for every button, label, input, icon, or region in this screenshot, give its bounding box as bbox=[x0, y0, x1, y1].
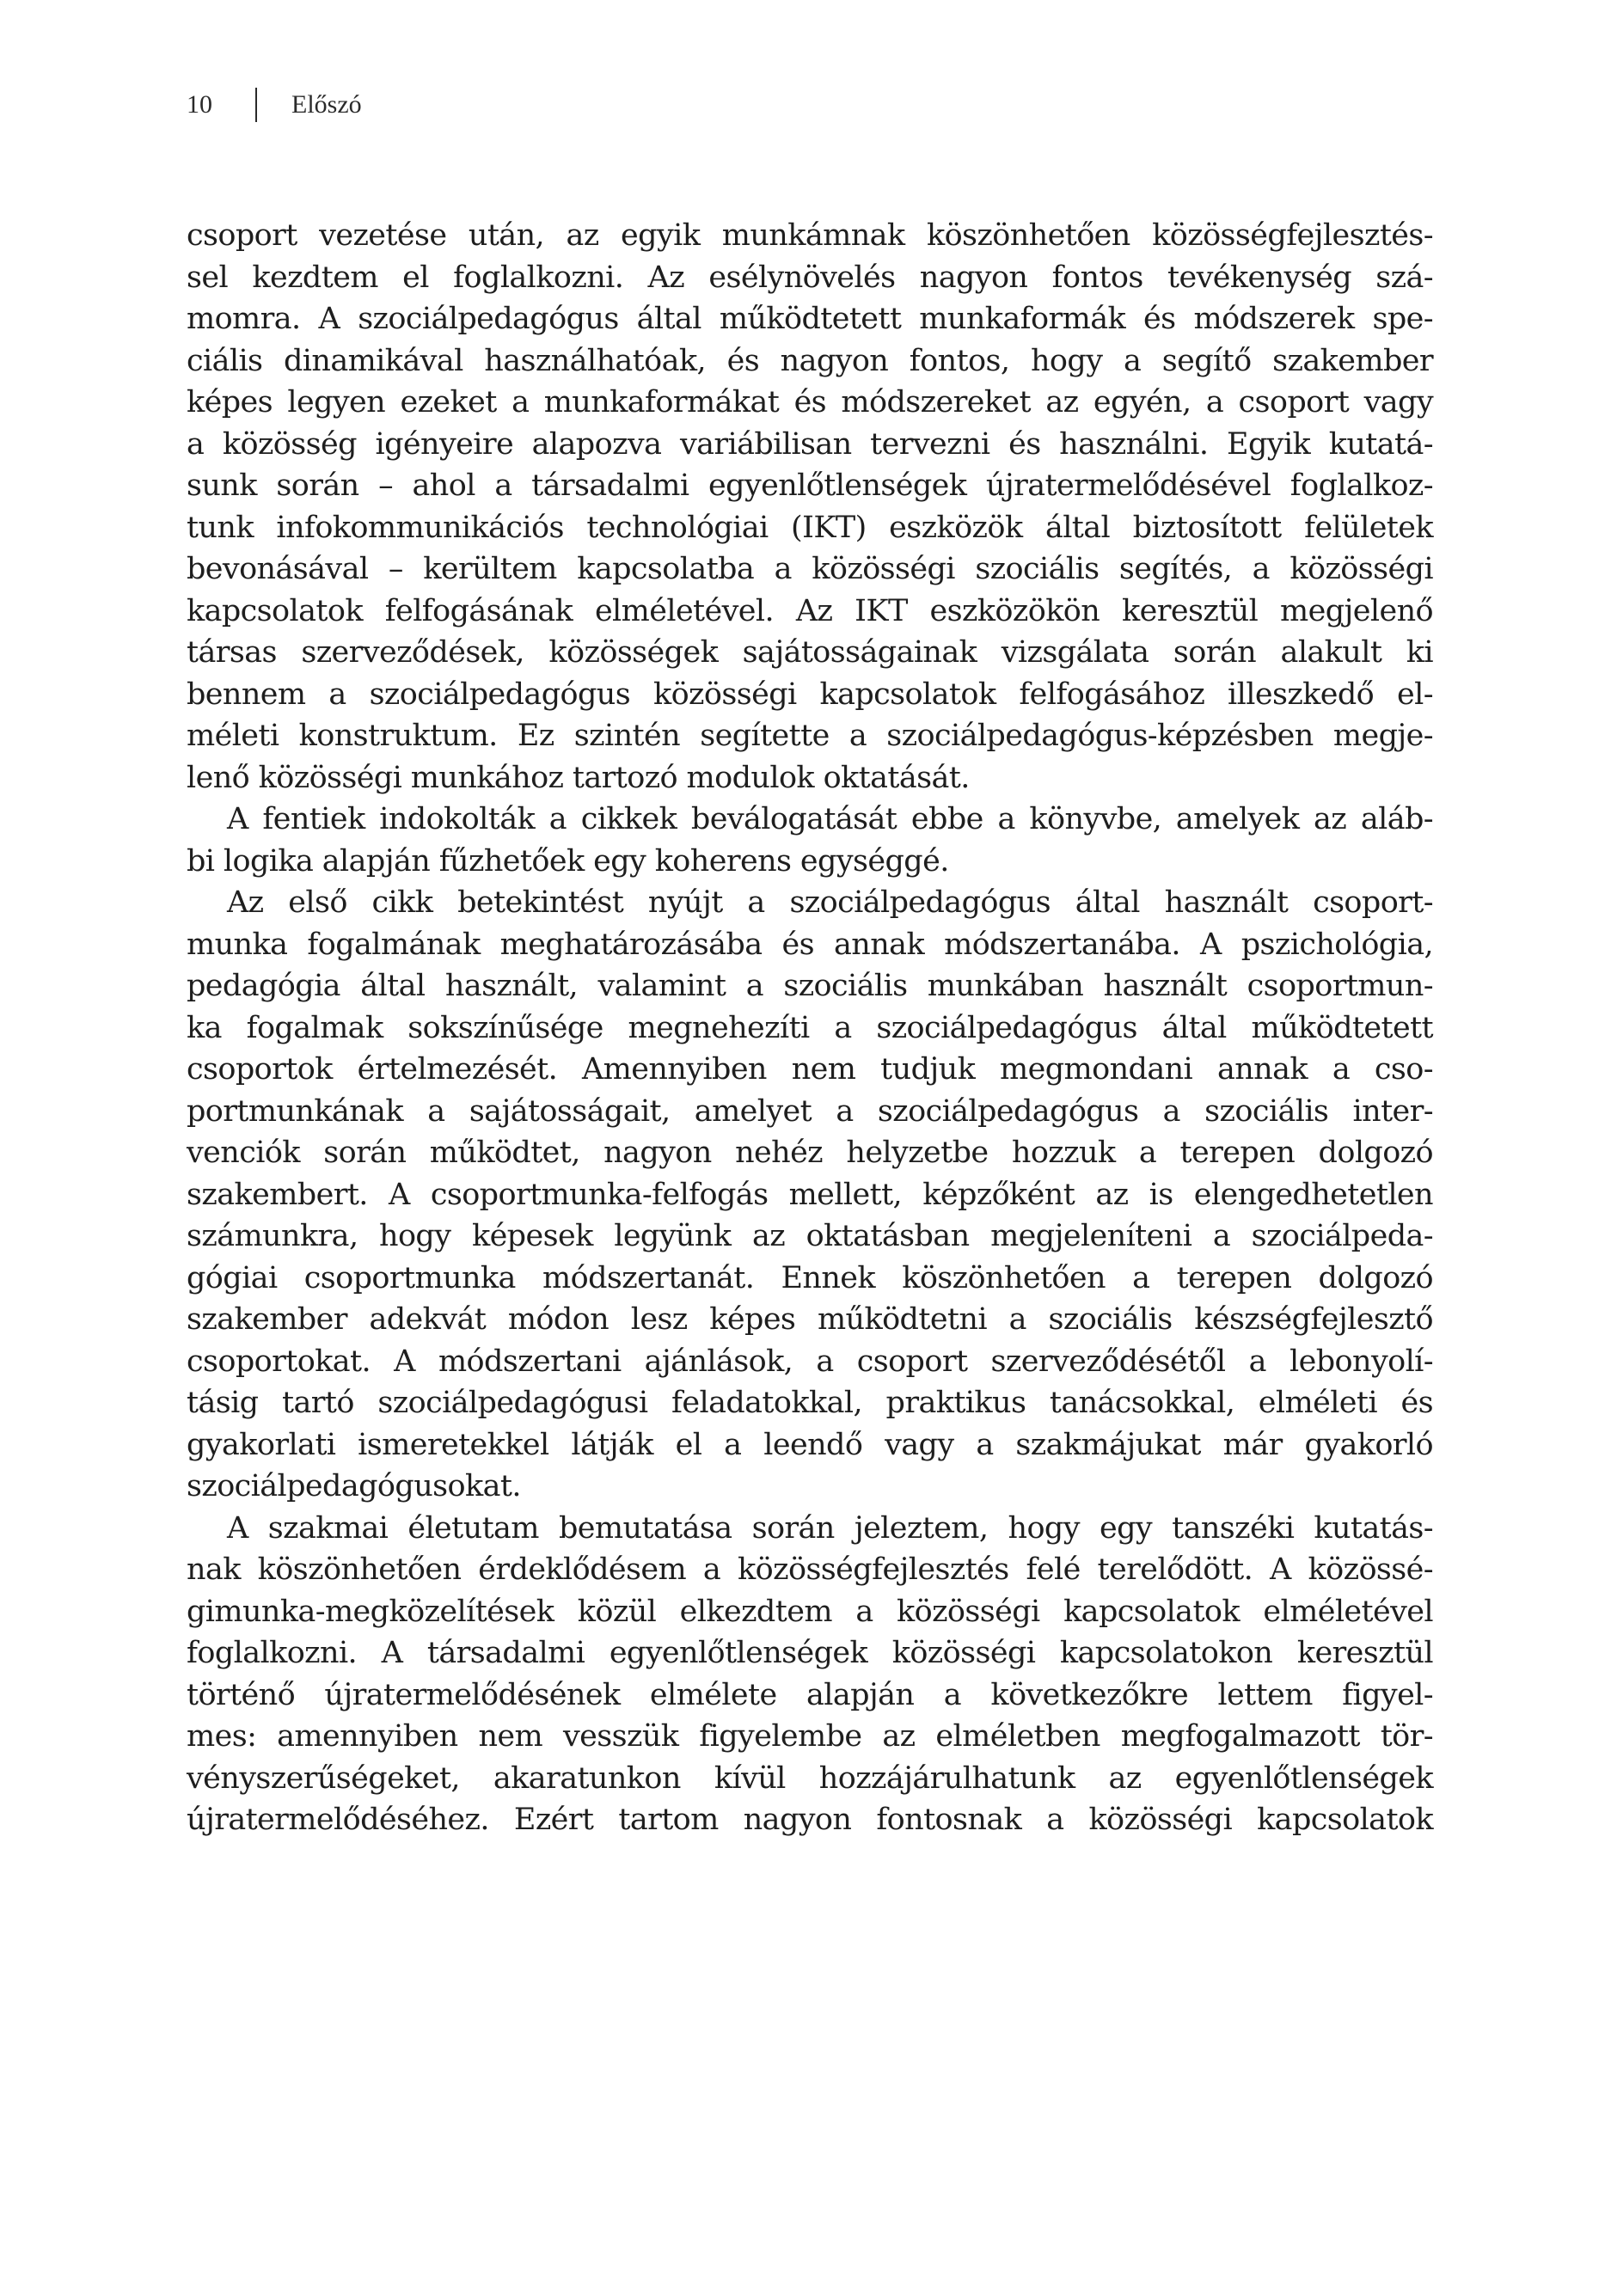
text-line-content: A szakmai életutam bemutatása során jeleztem, hogy egy tanszéki kutatás- bbox=[227, 1510, 1433, 1546]
text-line bbox=[187, 1341, 1433, 1383]
section-title: Előszó bbox=[291, 90, 362, 119]
text-line-content: momra. A szociálpedagógus által működtetett munkaformák és módszerek spe- bbox=[187, 302, 1433, 336]
text-line bbox=[187, 215, 1433, 257]
text-line-content: csoport vezetése után, az egyik munkámnak köszönhetően közösségfejlesztés- bbox=[187, 218, 1433, 253]
text-line bbox=[187, 1091, 1433, 1133]
text-line-content: gimunka-megközelítések közül elkezdtem a közösségi kapcsolatok elméletével bbox=[187, 1594, 1433, 1629]
text-line-content: pedagógia által használt, valamint a szociális munkában használt csoportmun- bbox=[187, 969, 1433, 1003]
text-line bbox=[187, 507, 1433, 549]
text-line-content: ciális dinamikával használhatóak, és nagyon fontos, hogy a segítő szakember bbox=[187, 343, 1433, 378]
text-line bbox=[187, 1258, 1433, 1300]
text-line-content: bevonásával – kerültem kapcsolatba a közösségi szociális segítés, a közösségi bbox=[187, 552, 1433, 586]
text-line bbox=[187, 924, 1433, 966]
text-line bbox=[187, 465, 1433, 507]
text-line-content: újratermelődéséhez. Ezért tartom nagyon fontosnak a közösségi kapcsolatok bbox=[187, 1803, 1433, 1837]
text-line-content: társas szerveződések, közösségek sajátosságainak vizsgálata során alakult ki bbox=[187, 635, 1433, 670]
text-line bbox=[187, 965, 1433, 1007]
text-line bbox=[187, 340, 1433, 383]
text-line bbox=[187, 1299, 1433, 1341]
paragraph-first-line bbox=[187, 1508, 1433, 1550]
text-line-content: lenő közösségi munkához tartozó modulok oktatását. bbox=[187, 760, 970, 795]
text-line-content: számunkra, hogy képesek legyünk az oktatásban megjeleníteni a szociálpeda- bbox=[187, 1219, 1433, 1253]
text-line-content: történő újratermelődésének elmélete alapján a következőkre lettem figyel- bbox=[187, 1677, 1433, 1712]
text-line-content: ka fogalmak sokszínűsége megnehezíti a szociálpedagógus által működtetett bbox=[187, 1010, 1433, 1045]
text-line bbox=[187, 548, 1433, 591]
text-line-content: Az első cikk betekintést nyújt a szociálpedagógus által használt csoport- bbox=[227, 885, 1433, 920]
text-line-content: gógiai csoportmunka módszertanát. Ennek köszönhetően a terepen dolgozó bbox=[187, 1260, 1433, 1295]
text-line-content: portmunkának a sajátosságait, amelyet a szociálpedagógus a szociális inter- bbox=[187, 1093, 1433, 1129]
text-line bbox=[187, 1716, 1433, 1758]
text-line bbox=[187, 715, 1433, 757]
text-line bbox=[187, 1049, 1433, 1091]
text-line-content: csoportok értelmezését. Amennyiben nem tudjuk megmondani annak a cso- bbox=[187, 1052, 1433, 1087]
text-line bbox=[187, 424, 1433, 466]
text-line bbox=[187, 1675, 1433, 1717]
text-line-content: venciók során működtet, nagyon nehéz helyzetbe hozzuk a terepen dolgozó bbox=[187, 1136, 1433, 1170]
text-line-content: nak köszönhetően érdeklődésem a közösségfejlesztés felé terelődött. A közössé- bbox=[187, 1552, 1433, 1587]
text-line bbox=[187, 841, 1433, 883]
text-line-content: szakember adekvát módon lesz képes működtetni a szociális készségfejlesztő bbox=[187, 1302, 1433, 1337]
paragraph-first-line bbox=[187, 799, 1433, 841]
text-line-content: sunk során – ahol a társadalmi egyenlőtlenségek újratermelődésével foglalkoz- bbox=[187, 468, 1433, 503]
body-text bbox=[187, 215, 1433, 1841]
text-line-content: sel kezdtem el foglalkozni. Az esélynövelés nagyon fontos tevékenység szá- bbox=[187, 260, 1433, 295]
text-line bbox=[187, 1382, 1433, 1424]
text-line bbox=[187, 1215, 1433, 1258]
text-line bbox=[187, 1632, 1433, 1675]
text-line-content: foglalkozni. A társadalmi egyenlőtlenségek közösségi kapcsolatokon keresztül bbox=[187, 1636, 1433, 1670]
text-line-content: a közösség igényeire alapozva variábilisan tervezni és használni. Egyik kutatá- bbox=[187, 426, 1433, 462]
text-line-content: munka fogalmának meghatározásába és annak módszertanába. A pszichológia, bbox=[187, 927, 1433, 962]
text-line bbox=[187, 1132, 1433, 1174]
text-line bbox=[187, 382, 1433, 424]
header-divider bbox=[255, 88, 257, 122]
page-number: 10 bbox=[187, 90, 212, 119]
text-line bbox=[187, 1758, 1433, 1800]
text-line-content: bi logika alapján fűzhetőek egy koherens egységgé. bbox=[187, 843, 949, 879]
text-line-content: szakembert. A csoportmunka-felfogás mellett, képzőként az is elengedhetetlen bbox=[187, 1177, 1433, 1212]
text-line bbox=[187, 591, 1433, 633]
text-line-content: tásig tartó szociálpedagógusi feladatokkal, praktikus tanácsokkal, elméleti és bbox=[187, 1386, 1433, 1420]
text-line bbox=[187, 257, 1433, 299]
text-line-content: csoportokat. A módszertani ajánlások, a csoport szerveződésétől a lebonyolí- bbox=[187, 1344, 1433, 1379]
text-line-content: bennem a szociálpedagógus közösségi kapcsolatok felfogásához illeszkedő el- bbox=[187, 677, 1433, 712]
text-line-content: vényszerűségeket, akaratunkon kívül hozzájárulhatunk az egyenlőtlenségek bbox=[187, 1760, 1433, 1796]
running-header bbox=[187, 88, 362, 122]
text-line-content: szociálpedagógusokat. bbox=[187, 1469, 521, 1503]
text-line bbox=[187, 757, 1433, 799]
text-line-content: kapcsolatok felfogásának elméletével. Az IKT eszközökön keresztül megjelenő bbox=[187, 593, 1433, 628]
text-line-content: méleti konstruktum. Ez szintén segítette a szociálpedagógus-képzésben megje- bbox=[187, 719, 1433, 753]
text-line-content: A fentiek indokolták a cikkek beválogatását ebbe a könyvbe, amelyek az aláb- bbox=[227, 802, 1433, 836]
paragraph-first-line bbox=[187, 882, 1433, 924]
text-line bbox=[187, 1549, 1433, 1591]
text-line-content: képes legyen ezeket a munkaformákat és módszereket az egyén, a csoport vagy bbox=[187, 385, 1433, 419]
text-line-content: tunk infokommunikációs technológiai (IKT) eszközök által biztosított felületek bbox=[187, 510, 1433, 545]
text-line bbox=[187, 1007, 1433, 1050]
text-line bbox=[187, 1591, 1433, 1633]
text-line bbox=[187, 632, 1433, 674]
text-line-content: gyakorlati ismeretekkel látják el a leendő vagy a szakmájukat már gyakorló bbox=[187, 1427, 1433, 1462]
text-line bbox=[187, 1799, 1433, 1841]
text-line bbox=[187, 1466, 1433, 1508]
text-line-content: mes: amennyiben nem vesszük figyelembe az elméletben megfogalmazott tör- bbox=[187, 1719, 1433, 1754]
text-line bbox=[187, 1424, 1433, 1466]
text-line bbox=[187, 1174, 1433, 1216]
text-line bbox=[187, 298, 1433, 340]
text-line bbox=[187, 674, 1433, 716]
